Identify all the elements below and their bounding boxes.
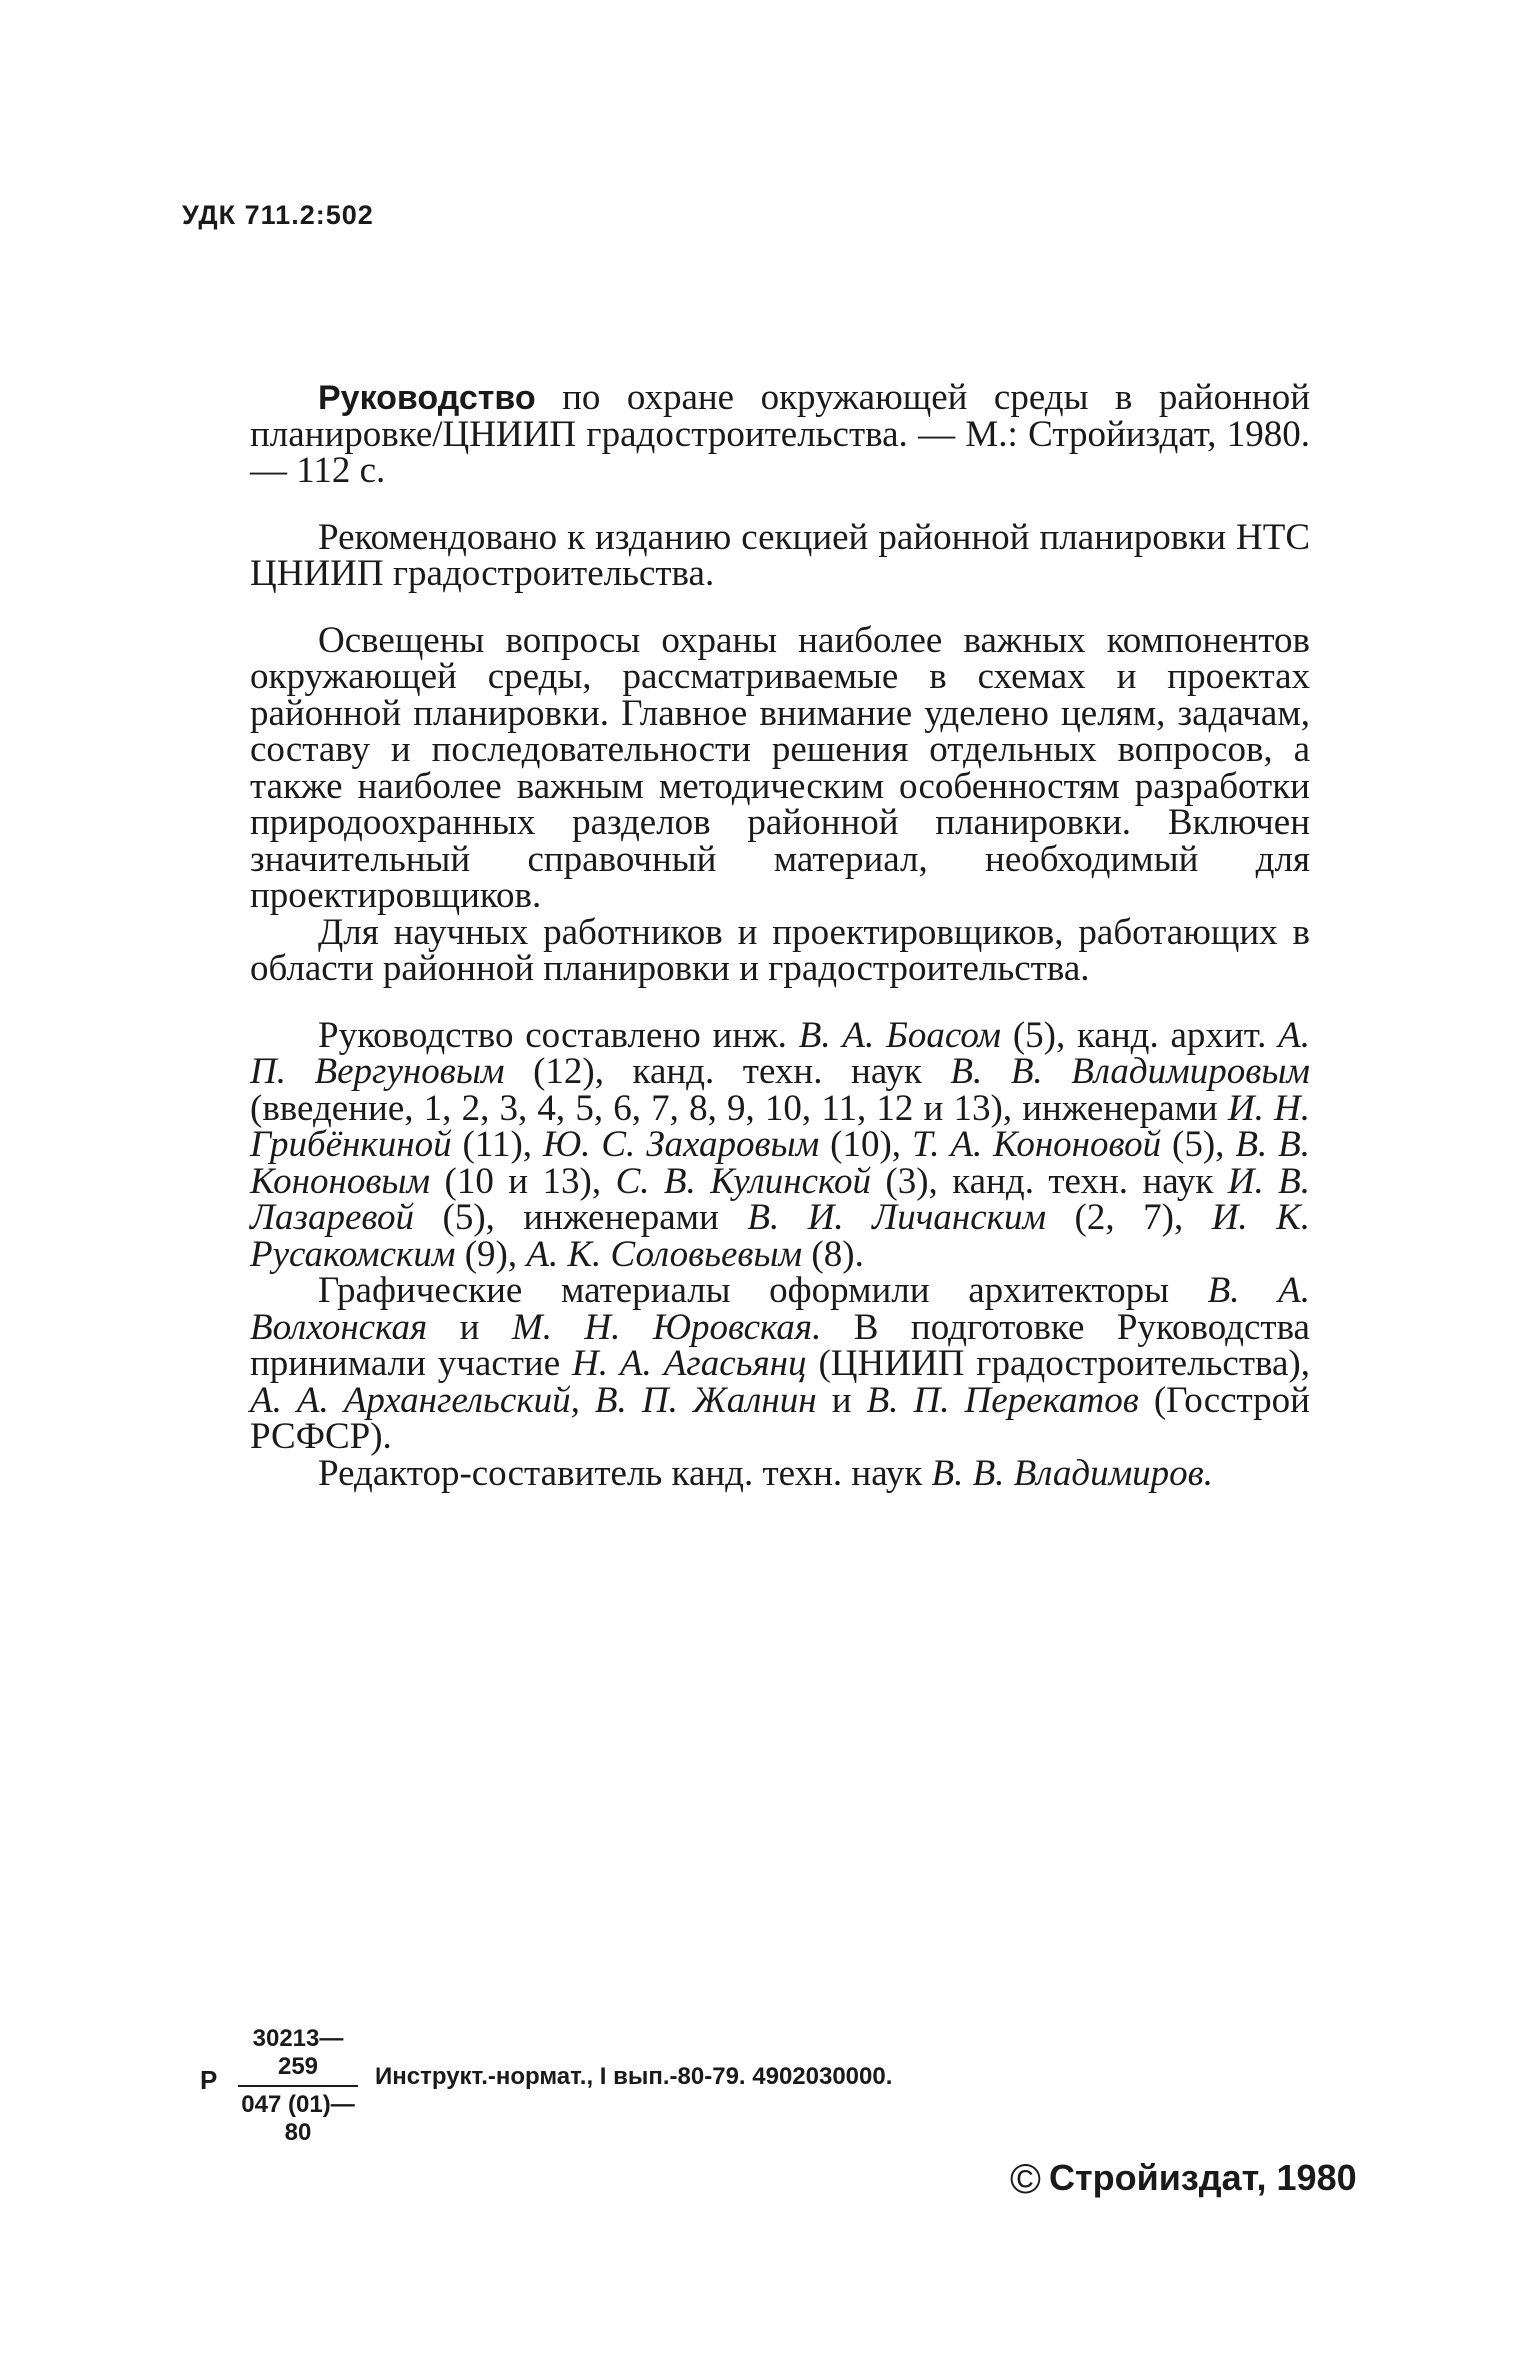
person-name: В. В. Владимиров. <box>931 1452 1213 1494</box>
text-segment: (9), <box>455 1233 527 1275</box>
person-name: Ю. С. Захаровым <box>542 1124 820 1165</box>
text-segment: (введение, 1, 2, 3, 4, 5, 6, 7, 8, 9, 10, 11, 12 и 13), инженерами <box>250 1087 1228 1129</box>
copyright <box>1010 2155 1357 2203</box>
text-segment: (10 и 13), <box>430 1160 616 1202</box>
text-segment: В подготовке Руководства принимали участие <box>250 1306 1310 1384</box>
recommendation: Рекомендовано к изданию секцией районной планировки НТС ЦНИИП градостроительства. <box>250 516 1310 594</box>
person-name: А. К. Соловьевым <box>526 1233 803 1275</box>
text-segment: (2, 7), <box>1046 1197 1212 1238</box>
text-segment: Графические материалы оформили архитекторы <box>318 1270 1208 1311</box>
person-name: И. В. Лазаревой <box>250 1160 1310 1238</box>
fraction-numerator: 30213—259 <box>238 2025 358 2087</box>
body-text <box>250 377 1311 1494</box>
udk-code: УДК 711.2:502 <box>182 200 374 230</box>
copyright-icon: © <box>1010 2155 1041 2202</box>
text-segment: (10), <box>819 1124 912 1165</box>
bibliographic-entry <box>250 377 1310 491</box>
text-segment: Редактор-составитель канд. техн. наук <box>318 1452 932 1494</box>
person-name: В. В. Кононовым <box>250 1124 1311 1202</box>
person-name: В. П. Перекатов <box>866 1379 1139 1421</box>
publication-letter: Р <box>200 2065 218 2095</box>
text-segment: (5), <box>1161 1124 1236 1165</box>
text-segment: (Госстрой РСФСР). <box>250 1379 1310 1457</box>
person-name: Т. А. Кононовой <box>911 1124 1162 1165</box>
person-name: С. В. Кулинской <box>615 1160 871 1202</box>
fraction-denominator: 047 (01)—80 <box>241 2091 355 2146</box>
person-name: И. Н. Грибёнкиной <box>250 1087 1310 1165</box>
text-segment: (5), инженерами <box>414 1197 748 1238</box>
person-name: А. А. Архангельский, В. П. Жалнин <box>250 1379 817 1421</box>
person-name: И. К. Русакомским <box>250 1197 1310 1275</box>
person-name: В. И. Личанским <box>747 1197 1047 1238</box>
publication-fraction <box>238 2025 358 2147</box>
text-segment: (5), канд. архит. <box>1001 1014 1279 1056</box>
person-name: А. П. Вергуновым <box>250 1014 1311 1092</box>
person-name: В. А. Волхонская <box>250 1270 1310 1348</box>
audience: Для научных работников и проектировщиков, работающих в области районной планировки и градостроительства. <box>250 911 1310 989</box>
editor-credit <box>250 1452 1310 1494</box>
abstract: Освещены вопросы охраны наиболее важных компонентов окружающей среды, рассматриваемые в схемах и проектах районной планировки. Главное внимание уделено целям, задачам, составу и последовательности решения отдельных вопросов, а также наиболее важным методическим особенностям разработки природоохранных разделов районной планировки. Включен значительный справочный материал, необходимый для проектировщиков. <box>250 619 1310 916</box>
text-segment: (11), <box>451 1124 543 1165</box>
copyright-text: Стройиздат, 1980 <box>1048 2157 1357 2198</box>
text-segment: и <box>427 1306 512 1348</box>
text-segment: (8). <box>802 1233 864 1275</box>
authors <box>250 1014 1311 1275</box>
book-title: Руководство <box>318 379 536 417</box>
text-segment: (3), канд. техн. наук <box>870 1160 1228 1202</box>
text-segment: и <box>816 1379 867 1421</box>
graphics-credits <box>250 1270 1310 1457</box>
person-name: Н. А. Агасьянц <box>572 1343 807 1384</box>
bibliographic-details: по охране окружающей среды в районной планировке/ЦНИИП градостроительства. — М.: Стройиздат, 1980. — 112 с. <box>250 377 1310 491</box>
text-segment: Руководство составлено инж. <box>318 1014 799 1056</box>
publication-info: Инструкт.-нормат., I вып.-80-79. 4902030000. <box>375 2063 893 2090</box>
person-name: В. А. Боасом <box>798 1014 1002 1056</box>
person-name: М. Н. Юровская. <box>511 1306 822 1348</box>
person-name: В. В. Владимировым <box>950 1051 1310 1092</box>
text-segment: (12), канд. техн. наук <box>504 1051 951 1092</box>
text-segment: (ЦНИИП градостроительства), <box>806 1343 1310 1384</box>
